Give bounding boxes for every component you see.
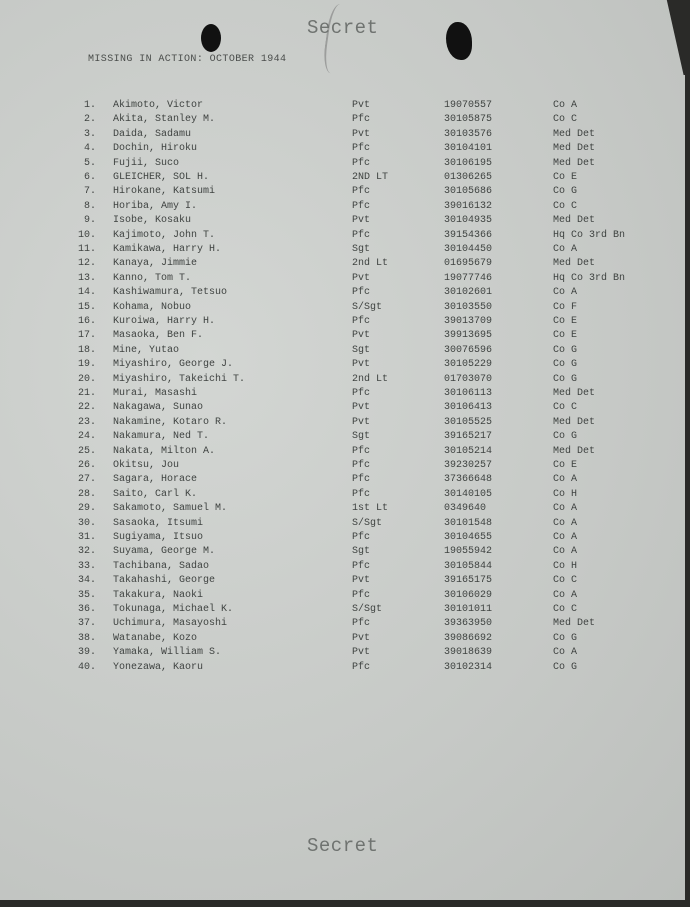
entry-rank: Pfc xyxy=(352,316,371,327)
entry-serial: 01695679 xyxy=(444,258,493,270)
entry-serial: 0349640 xyxy=(444,503,487,515)
entry-number: 37. xyxy=(77,618,96,630)
entry-number: 34. xyxy=(77,575,96,587)
entry-unit: Co A xyxy=(553,244,578,255)
entry-unit: Co G xyxy=(553,661,578,673)
entry-name: Kashiwamura, Tetsuo xyxy=(113,287,228,299)
punch-hole-left xyxy=(201,24,221,52)
entry-name: Murai, Masashi xyxy=(113,388,198,399)
entry-serial: 30106029 xyxy=(444,589,493,601)
entry-rank: Pfc xyxy=(352,157,371,169)
entry-number: 38. xyxy=(77,632,96,644)
entry-serial: 19077746 xyxy=(444,272,493,284)
entry-number: 25. xyxy=(77,445,96,457)
entry-name: Yonezawa, Kaoru xyxy=(113,661,204,673)
entry-number: 19. xyxy=(77,359,96,371)
entry-name: Okitsu, Jou xyxy=(113,460,180,471)
entry-number: 20. xyxy=(77,373,96,385)
entry-unit: Med Det xyxy=(553,258,596,270)
entry-rank: 2nd Lt xyxy=(352,258,389,270)
entry-number: 22. xyxy=(77,402,96,414)
entry-serial: 30103550 xyxy=(444,301,493,313)
entry-serial: 30105229 xyxy=(444,359,493,371)
entry-serial: 30105214 xyxy=(444,445,493,457)
entry-number: 6. xyxy=(83,172,96,183)
entry-name: Watanabe, Kozo xyxy=(113,632,198,644)
entry-name: Sakamoto, Samuel M. xyxy=(113,503,228,515)
entry-serial: 30104450 xyxy=(444,244,493,255)
entry-name: Fujii, Suco xyxy=(113,157,180,169)
entry-rank: Pvt xyxy=(352,416,371,428)
entry-rank: Pfc xyxy=(352,445,371,457)
entry-number: 23. xyxy=(77,416,96,428)
entry-name: Nakagawa, Sunao xyxy=(113,402,204,414)
entry-serial: 30104655 xyxy=(444,532,493,543)
entry-unit: Co C xyxy=(553,575,578,587)
entry-number: 36. xyxy=(77,604,96,615)
entry-unit: Co G xyxy=(553,632,578,644)
entry-serial: 30104935 xyxy=(444,215,493,227)
entry-number: 9. xyxy=(83,215,96,227)
entry-unit: Co G xyxy=(553,344,578,356)
entry-number: 5. xyxy=(83,157,96,169)
entry-unit: Med Det xyxy=(553,128,596,140)
entry-serial: 30106113 xyxy=(444,388,493,399)
entry-serial: 30102601 xyxy=(444,287,493,299)
entry-rank: Pvt xyxy=(352,359,371,371)
entry-rank: Pfc xyxy=(352,143,371,155)
entry-number: 18. xyxy=(77,344,96,356)
entry-number: 3. xyxy=(83,128,96,140)
entry-serial: 01703070 xyxy=(444,373,493,385)
document-title: MISSING IN ACTION: OCTOBER 1944 xyxy=(88,54,287,65)
entry-rank: Pfc xyxy=(352,460,371,471)
entry-number: 17. xyxy=(77,330,96,342)
entry-number: 33. xyxy=(77,560,96,572)
entry-name: Kuroiwa, Harry H. xyxy=(113,316,216,327)
entry-rank: Pvt xyxy=(352,575,371,587)
entry-name: Daida, Sadamu xyxy=(113,128,192,140)
entry-number: 4. xyxy=(83,143,96,155)
classification-top: Secret xyxy=(307,17,379,39)
entry-serial: 30076596 xyxy=(444,344,493,356)
entry-serial: 39913695 xyxy=(444,330,493,342)
entry-rank: Pfc xyxy=(352,560,371,572)
entry-rank: Sgt xyxy=(352,244,371,255)
entry-serial: 01306265 xyxy=(444,172,493,183)
entry-rank: Pvt xyxy=(352,402,371,414)
entry-name: Kohama, Nobuo xyxy=(113,301,192,313)
entry-serial: 30105875 xyxy=(444,114,493,126)
entry-name: Saito, Carl K. xyxy=(113,488,198,500)
entry-unit: Co A xyxy=(553,647,578,659)
entry-unit: Hq Co 3rd Bn xyxy=(553,229,626,241)
entry-rank: Sgt xyxy=(352,431,371,443)
entry-number: 30. xyxy=(77,517,96,529)
entry-name: Suyama, George M. xyxy=(113,546,216,558)
entry-name: Horiba, Amy I. xyxy=(113,200,198,212)
entry-unit: Co E xyxy=(553,316,578,327)
entry-serial: 30106413 xyxy=(444,402,493,414)
entry-unit: Co A xyxy=(553,474,578,486)
entry-unit: Co A xyxy=(553,287,578,299)
entry-serial: 30105686 xyxy=(444,186,493,198)
entry-name: Kajimoto, John T. xyxy=(113,229,216,241)
entry-unit: Co C xyxy=(553,402,578,414)
entry-number: 24. xyxy=(77,431,96,443)
entry-serial: 30140105 xyxy=(444,488,493,500)
entry-serial: 30105525 xyxy=(444,416,493,428)
entry-serial: 39016132 xyxy=(444,200,493,212)
entry-rank: Pvt xyxy=(352,632,371,644)
entry-serial: 39154366 xyxy=(444,229,493,241)
entry-rank: 1st Lt xyxy=(352,503,389,515)
entry-serial: 39165217 xyxy=(444,431,493,443)
entry-number: 13. xyxy=(77,272,96,284)
entry-number: 27. xyxy=(77,474,96,486)
entry-name: Takahashi, George xyxy=(113,575,216,587)
entry-serial: 30101011 xyxy=(444,604,493,615)
entry-rank: S/Sgt xyxy=(352,517,383,529)
entry-unit: Co A xyxy=(553,589,578,601)
entry-name: Tachibana, Sadao xyxy=(113,560,210,572)
entry-unit: Med Det xyxy=(553,416,596,428)
entry-unit: Co G xyxy=(553,359,578,371)
entry-number: 39. xyxy=(77,647,96,659)
entry-number: 40. xyxy=(77,661,96,673)
entry-serial: 30102314 xyxy=(444,661,493,673)
entry-name: Uchimura, Masayoshi xyxy=(113,618,228,630)
entry-number: 21. xyxy=(77,388,96,399)
entry-number: 8. xyxy=(83,200,96,212)
entry-name: Nakata, Milton A. xyxy=(113,445,216,457)
entry-name: Nakamine, Kotaro R. xyxy=(113,416,228,428)
entry-rank: Pfc xyxy=(352,287,371,299)
entry-name: Kamikawa, Harry H. xyxy=(113,244,222,255)
entry-unit: Med Det xyxy=(553,388,596,399)
entry-number: 1. xyxy=(83,100,96,111)
entry-serial: 39018639 xyxy=(444,647,493,659)
entry-unit: Co A xyxy=(553,546,578,558)
entry-number: 10. xyxy=(77,229,96,241)
entry-name: Dochin, Hiroku xyxy=(113,143,198,155)
entry-number: 35. xyxy=(77,589,96,601)
entry-number: 28. xyxy=(77,488,96,500)
entry-number: 11. xyxy=(77,244,96,255)
entry-serial: 30105844 xyxy=(444,560,493,572)
entry-unit: Co A xyxy=(553,503,578,515)
entry-unit: Med Det xyxy=(553,215,596,227)
entry-serial: 30103576 xyxy=(444,128,493,140)
entry-serial: 39363950 xyxy=(444,618,493,630)
entry-name: Tokunaga, Michael K. xyxy=(113,604,234,615)
entry-unit: Co H xyxy=(553,560,578,572)
entry-number: 16. xyxy=(77,316,96,327)
entry-serial: 19055942 xyxy=(444,546,493,558)
entry-rank: 2ND LT xyxy=(352,172,389,183)
punch-hole-right xyxy=(446,22,472,60)
entry-number: 31. xyxy=(77,532,96,543)
entry-name: Isobe, Kosaku xyxy=(113,215,192,227)
entry-number: 12. xyxy=(77,258,96,270)
entry-name: Yamaka, William S. xyxy=(113,647,222,659)
entry-rank: Pfc xyxy=(352,186,371,198)
entry-unit: Med Det xyxy=(553,445,596,457)
entry-number: 29. xyxy=(77,503,96,515)
entry-rank: Pfc xyxy=(352,200,371,212)
entry-unit: Co A xyxy=(553,517,578,529)
entry-rank: Pvt xyxy=(352,272,371,284)
torn-corner xyxy=(657,0,685,75)
entry-rank: S/Sgt xyxy=(352,301,383,313)
entry-name: Hirokane, Katsumi xyxy=(113,186,216,198)
entry-unit: Co C xyxy=(553,200,578,212)
pencil-mark xyxy=(321,3,355,76)
entry-number: 2. xyxy=(83,114,96,126)
entry-rank: Pvt xyxy=(352,330,371,342)
entry-rank: Pfc xyxy=(352,532,371,543)
entry-unit: Co A xyxy=(553,532,578,543)
entry-rank: Pvt xyxy=(352,128,371,140)
entry-serial: 39165175 xyxy=(444,575,493,587)
entry-rank: Pfc xyxy=(352,618,371,630)
entry-name: Mine, Yutao xyxy=(113,344,180,356)
entry-unit: Co G xyxy=(553,373,578,385)
entry-unit: Co F xyxy=(553,301,578,313)
entry-unit: Co C xyxy=(553,604,578,615)
entry-rank: Pvt xyxy=(352,100,371,111)
entry-serial: 30104101 xyxy=(444,143,493,155)
entry-unit: Co G xyxy=(553,431,578,443)
entry-name: Akita, Stanley M. xyxy=(113,114,216,126)
entry-rank: Pvt xyxy=(352,215,371,227)
entry-serial: 39013709 xyxy=(444,316,493,327)
entry-name: Miyashiro, Takeichi T. xyxy=(113,373,246,385)
entry-name: Sagara, Horace xyxy=(113,474,198,486)
entry-unit: Co G xyxy=(553,186,578,198)
entry-rank: Pfc xyxy=(352,661,371,673)
entry-serial: 37366648 xyxy=(444,474,493,486)
entry-rank: Pfc xyxy=(352,114,371,126)
entry-serial: 39230257 xyxy=(444,460,493,471)
entry-rank: Pfc xyxy=(352,229,371,241)
entry-serial: 30106195 xyxy=(444,157,493,169)
entry-name: Kanaya, Jimmie xyxy=(113,258,198,270)
entry-unit: Med Det xyxy=(553,143,596,155)
entry-number: 32. xyxy=(77,546,96,558)
entry-rank: Sgt xyxy=(352,344,371,356)
entry-unit: Co A xyxy=(553,100,578,111)
entry-rank: Sgt xyxy=(352,546,371,558)
entry-serial: 39086692 xyxy=(444,632,493,644)
entry-name: Kanno, Tom T. xyxy=(113,272,192,284)
entry-name: Sugiyama, Itsuo xyxy=(113,532,204,543)
entry-unit: Hq Co 3rd Bn xyxy=(553,272,626,284)
classification-bottom: Secret xyxy=(307,835,379,857)
entry-rank: Pfc xyxy=(352,388,371,399)
entry-number: 14. xyxy=(77,287,96,299)
entry-serial: 30101548 xyxy=(444,517,493,529)
entry-unit: Co C xyxy=(553,114,578,126)
entry-rank: Pfc xyxy=(352,474,371,486)
entry-unit: Co H xyxy=(553,488,578,500)
entry-name: Akimoto, Victor xyxy=(113,100,204,111)
entry-rank: 2nd Lt xyxy=(352,373,389,385)
entry-number: 15. xyxy=(77,301,96,313)
entry-unit: Co E xyxy=(553,172,578,183)
entry-name: Takakura, Naoki xyxy=(113,589,204,601)
entry-name: GLEICHER, SOL H. xyxy=(113,172,210,183)
entry-unit: Co E xyxy=(553,330,578,342)
entry-unit: Co E xyxy=(553,460,578,471)
entry-number: 26. xyxy=(77,460,96,471)
entry-name: Masaoka, Ben F. xyxy=(113,330,204,342)
entry-serial: 19070557 xyxy=(444,100,493,111)
entry-name: Sasaoka, Itsumi xyxy=(113,517,204,529)
entry-rank: S/Sgt xyxy=(352,604,383,615)
entry-unit: Med Det xyxy=(553,618,596,630)
entry-rank: Pfc xyxy=(352,589,371,601)
entry-rank: Pvt xyxy=(352,647,371,659)
entry-number: 7. xyxy=(83,186,96,198)
entry-name: Miyashiro, George J. xyxy=(113,359,234,371)
entry-unit: Med Det xyxy=(553,157,596,169)
entry-name: Nakamura, Ned T. xyxy=(113,431,210,443)
entry-rank: Pfc xyxy=(352,488,371,500)
